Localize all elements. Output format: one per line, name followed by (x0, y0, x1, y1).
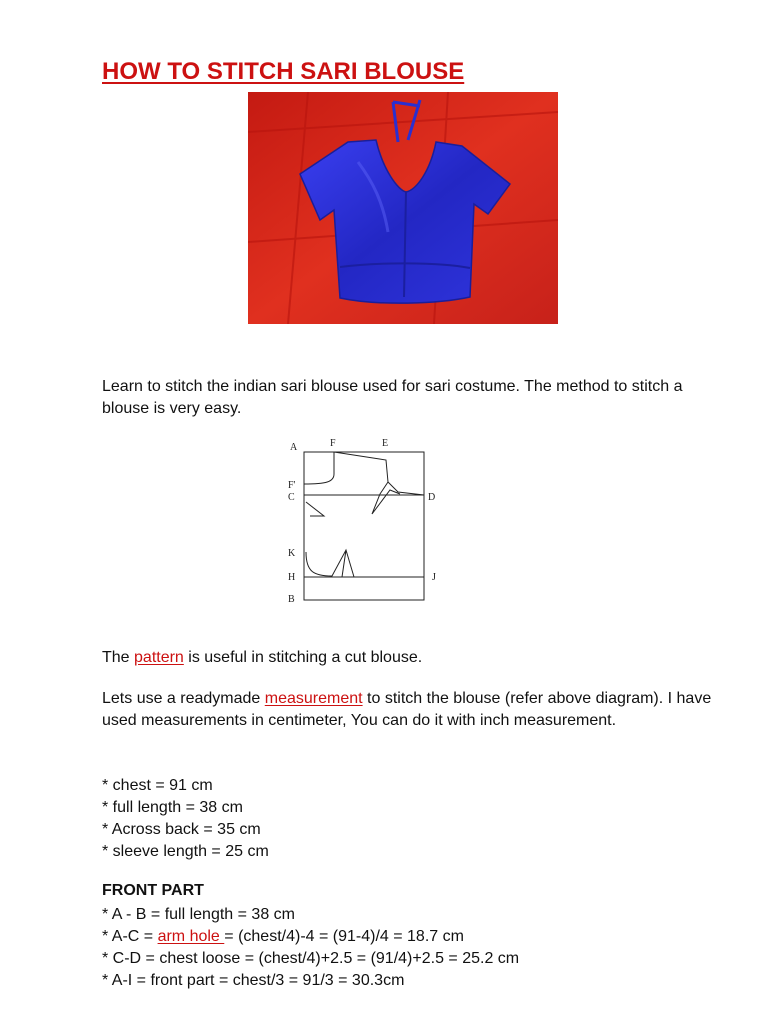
label-a: A (290, 442, 298, 453)
measurement-paragraph (102, 688, 712, 732)
pattern-link[interactable]: pattern (134, 649, 184, 666)
measurement-list (102, 775, 269, 863)
list-item: * C-D = chest loose = (chest/4)+2.5 = (91/4)+2.5 = 25.2 cm (102, 950, 520, 967)
label-d: D (428, 492, 436, 503)
arm-hole-text-post: = (chest/4)-4 = (91-4)/4 = 18.7 cm (224, 928, 464, 945)
label-f: F (330, 438, 336, 449)
list-item (102, 926, 519, 948)
blouse-pattern-diagram-icon (280, 432, 450, 612)
measurement-text-post: to stitch the blouse (refer above diagram). I have used measurements in centimeter, You can do it with inch measurement. (102, 690, 712, 729)
blouse-photo (248, 92, 558, 324)
list-item: * sleeve length = 25 cm (102, 843, 269, 860)
list-item: * A-I = front part = chest/3 = 91/3 = 30.3cm (102, 972, 405, 989)
list-item: * chest = 91 cm (102, 777, 213, 794)
label-c: C (288, 492, 295, 503)
pattern-text-post: is useful in stitching a cut blouse. (183, 649, 423, 666)
label-j: J (432, 572, 436, 583)
front-part-list (102, 904, 519, 992)
measurement-link[interactable]: measurement (264, 690, 363, 707)
measurement-text-pre: Lets use a readymade (102, 690, 265, 707)
list-item: * full length = 38 cm (102, 799, 243, 816)
label-e: E (382, 438, 389, 449)
page-title: HOW TO STITCH SARI BLOUSE (102, 58, 465, 85)
intro-paragraph: Learn to stitch the indian sari blouse used for sari costume. The method to stitch a blouse is very easy. (102, 378, 683, 417)
arm-hole-link[interactable]: arm hole (157, 928, 225, 945)
label-b: B (288, 594, 295, 605)
front-part-heading: FRONT PART (102, 882, 204, 899)
label-h: H (288, 572, 296, 583)
label-f-prime: F' (288, 480, 296, 491)
list-item: * A - B = full length = 38 cm (102, 906, 295, 923)
pattern-diagram (280, 432, 450, 612)
pattern-text-pre: The (102, 649, 135, 666)
pattern-paragraph (102, 647, 722, 669)
arm-hole-text-pre: * A-C = (102, 928, 158, 945)
blue-sari-blouse-photo-icon (248, 92, 558, 324)
list-item: * Across back = 35 cm (102, 821, 261, 838)
label-k: K (288, 548, 296, 559)
